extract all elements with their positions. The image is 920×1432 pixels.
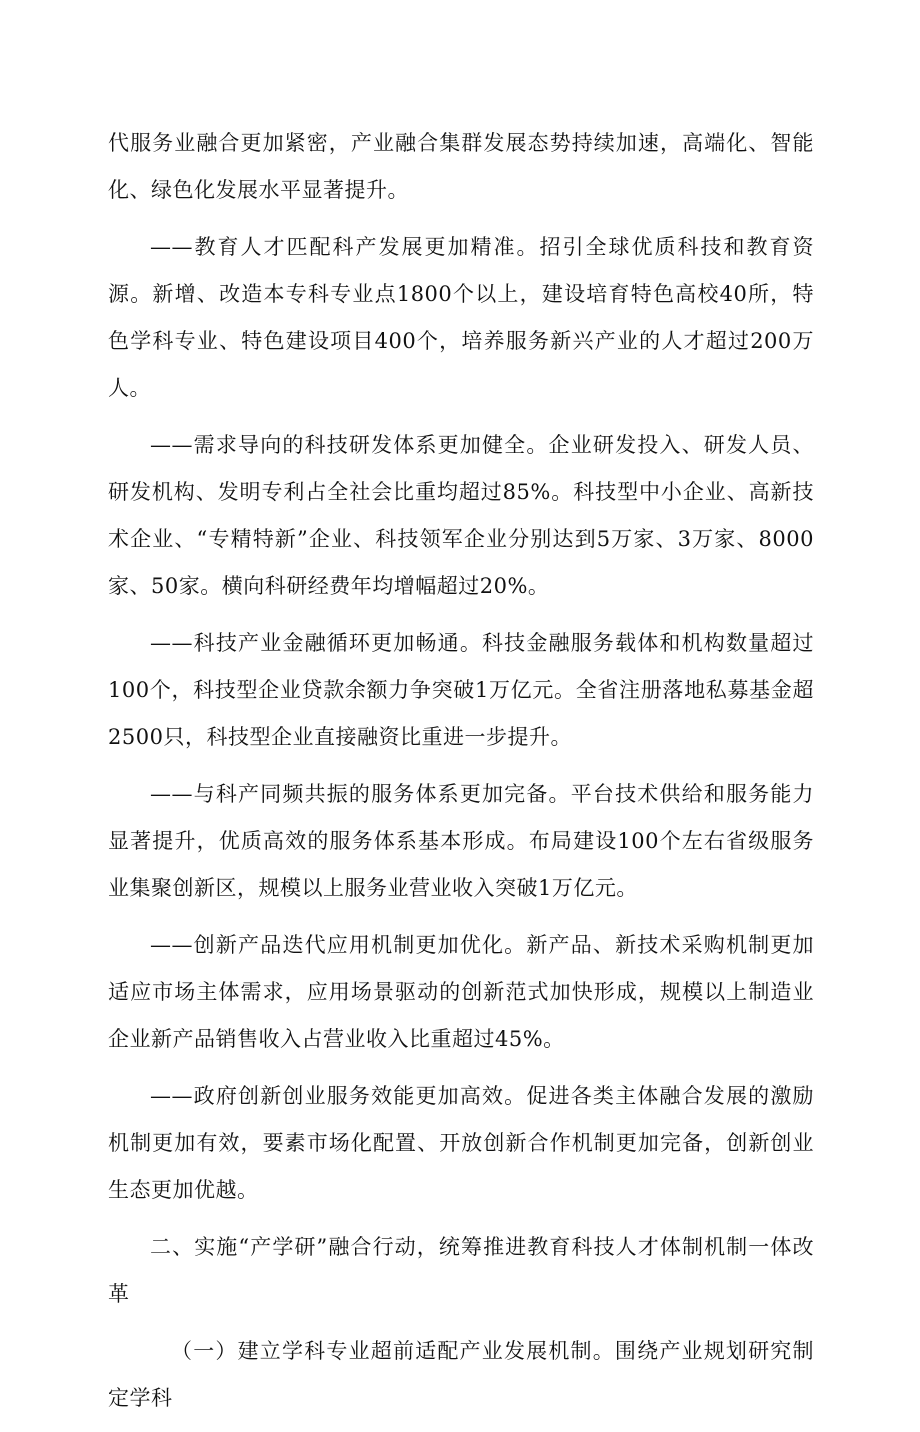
paragraph-service-system: ——与科产同频共振的服务体系更加完备。平台技术供给和服务能力显著提升，优质高效的服务体系基本形成。布局建设100个左右省级服务业集聚创新区，规模以上服务业营业收入突破1万亿元。 [108,782,814,900]
paragraph-tech-finance: ——科技产业金融循环更加畅通。科技金融服务载体和机构数量超过100个，科技型企业贷款余额力争突破1万亿元。全省注册落地私募基金超2500只，科技型企业直接融资比重进一步提升。 [108,631,814,749]
paragraph-innovation-products: ——创新产品迭代应用机制更加优化。新产品、新技术采购机制更加适应市场主体需求，应用场景驱动的创新范式加快形成，规模以上制造业企业新产品销售收入占营业收入比重超过45%。 [108,933,814,1051]
paragraph-rd-system: ——需求导向的科技研发体系更加健全。企业研发投入、研发人员、研发机构、发明专利占全社会比重均超过85%。科技型中小企业、高新技术企业、“专精特新”企业、科技领军企业分别达到5万家、3万家、8000家、50家。横向科研经费年均增幅超过20%。 [108,433,814,598]
section-heading: 二、实施“产学研”融合行动，统筹推进教育科技人才体制机制一体改革 [108,1235,814,1306]
paragraph-government-services: ——政府创新创业服务效能更加高效。促进各类主体融合发展的激励机制更加有效，要素市场化配置、开放创新合作机制更加完备，创新创业生态更加优越。 [108,1084,814,1202]
subsection-heading: （一）建立学科专业超前适配产业发展机制。围绕产业规划研究制定学科 [108,1339,814,1410]
paragraph-education-talent: ——教育人才匹配科产发展更加精准。招引全球优质科技和教育资源。新增、改造本专科专业点1800个以上，建设培育特色高校40所，特色学科专业、特色建设项目400个，培养服务新兴产业的人才超过200万人。 [108,235,814,400]
document-body [108,120,814,1432]
paragraph-continuation: 代服务业融合更加紧密，产业融合集群发展态势持续加速，高端化、智能化、绿色化发展水平显著提升。 [108,131,814,202]
